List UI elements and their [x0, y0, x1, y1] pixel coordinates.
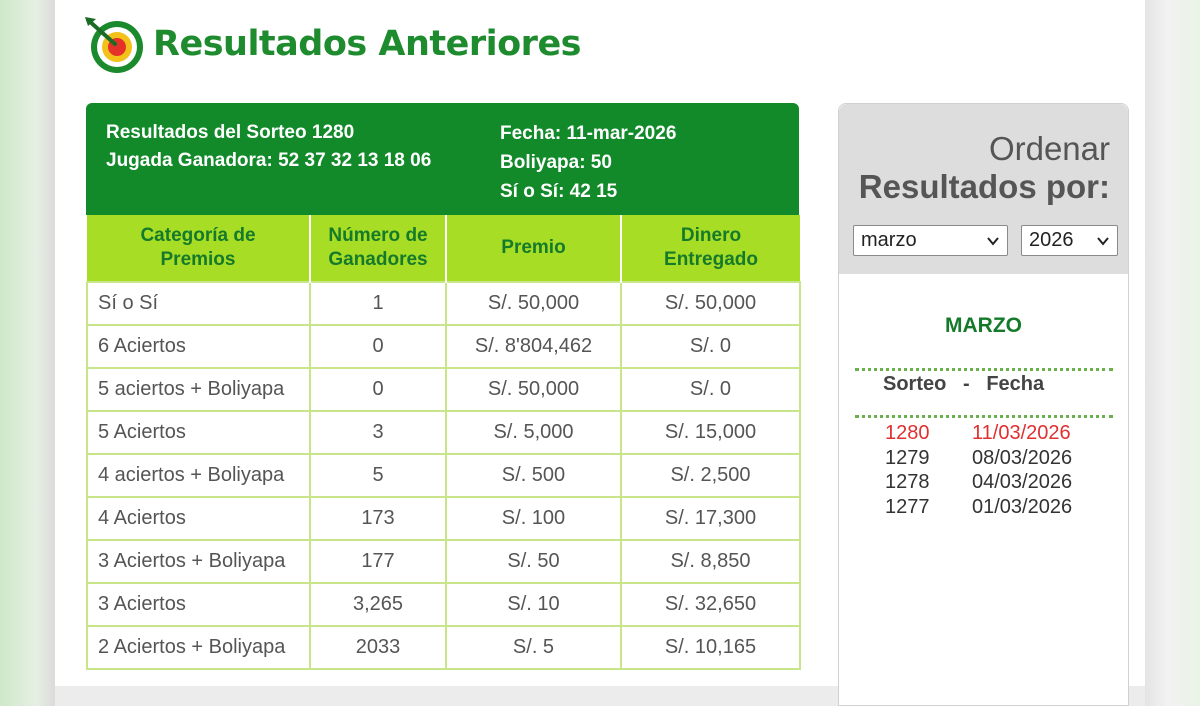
cell-paid: S/. 8,850 [621, 540, 800, 583]
chevron-down-icon [987, 235, 999, 247]
draw-date: 01/03/2026 [972, 495, 1073, 518]
cell-category: 5 Aciertos [87, 411, 310, 454]
draw-date: 11/03/2026 [972, 422, 1071, 444]
draw-number-label: Resultados del Sorteo 1280 [106, 122, 355, 143]
cell-prize: S/. 50 [446, 540, 621, 583]
draw-list-item[interactable] [885, 446, 1072, 471]
draw-number: 1280 [885, 422, 930, 444]
target-dart-icon [84, 16, 146, 74]
sort-controls [839, 104, 1128, 274]
cell-prize: S/. 50,000 [446, 368, 621, 411]
cell-winners: 1 [310, 282, 446, 325]
cell-paid: S/. 0 [621, 325, 800, 368]
prize-table-body [87, 282, 800, 669]
table-row [87, 583, 800, 626]
draw-list [885, 421, 1072, 519]
divider [855, 368, 1113, 371]
year-select-value: 2026 [1029, 229, 1074, 251]
column-header-winners: Número de Ganadores [310, 215, 446, 282]
cell-category: 4 Aciertos [87, 497, 310, 540]
cell-paid: S/. 17,300 [621, 497, 800, 540]
page-title: Resultados Anteriores [153, 24, 582, 64]
winning-numbers-label: Jugada Ganadora: 52 37 32 13 18 06 [106, 150, 432, 171]
table-row [87, 411, 800, 454]
cell-winners: 2033 [310, 626, 446, 669]
cell-prize: S/. 5,000 [446, 411, 621, 454]
cell-winners: 0 [310, 325, 446, 368]
cell-prize: S/. 500 [446, 454, 621, 497]
cell-winners: 3 [310, 411, 446, 454]
month-select-value: marzo [861, 229, 917, 251]
sort-heading-line1: Ordenar [988, 130, 1110, 167]
background-edge [1145, 0, 1200, 706]
cell-paid: S/. 0 [621, 368, 800, 411]
cell-winners: 177 [310, 540, 446, 583]
cell-paid: S/. 15,000 [621, 411, 800, 454]
column-header-prize: Premio [446, 215, 621, 282]
cell-category: 3 Aciertos + Boliyapa [87, 540, 310, 583]
cell-winners: 0 [310, 368, 446, 411]
draw-date: 04/03/2026 [972, 471, 1073, 493]
draw-number: 1279 [885, 446, 930, 469]
cell-category: 2 Aciertos + Boliyapa [87, 626, 310, 669]
cell-paid: S/. 32,650 [621, 583, 800, 626]
table-row [87, 282, 800, 325]
table-row [87, 626, 800, 669]
table-row [87, 368, 800, 411]
cell-category: 3 Aciertos [87, 583, 310, 626]
year-select[interactable] [1021, 225, 1118, 256]
table-row [87, 497, 800, 540]
cell-paid: S/. 10,165 [621, 626, 800, 669]
cell-prize: S/. 5 [446, 626, 621, 669]
cell-winners: 173 [310, 497, 446, 540]
column-header-paid: Dinero Entregado [621, 215, 800, 282]
boliyapa-label: Boliyapa: 50 [500, 152, 612, 173]
cell-category: 5 aciertos + Boliyapa [87, 368, 310, 411]
draw-date: 08/03/2026 [972, 446, 1073, 469]
cell-prize: S/. 10 [446, 583, 621, 626]
prize-table [86, 215, 801, 670]
cell-prize: S/. 8'804,462 [446, 325, 621, 368]
draw-list-item[interactable] [885, 495, 1072, 520]
table-header-row [87, 215, 800, 282]
si-o-si-label: Sí o Sí: 42 15 [500, 181, 618, 202]
table-row [87, 540, 800, 583]
table-row [87, 325, 800, 368]
draw-list-header: Sorteo - Fecha [883, 373, 1045, 395]
chevron-down-icon [1097, 235, 1109, 247]
cell-category: 6 Aciertos [87, 325, 310, 368]
divider [855, 415, 1113, 418]
results-panel [86, 103, 799, 672]
cell-paid: S/. 50,000 [621, 282, 800, 325]
cell-winners: 5 [310, 454, 446, 497]
draw-list-item[interactable] [885, 421, 1072, 446]
sort-heading-line2: Resultados por: [858, 168, 1110, 205]
cell-prize: S/. 50,000 [446, 282, 621, 325]
cell-category: Sí o Sí [87, 282, 310, 325]
month-select[interactable] [853, 225, 1008, 256]
column-header-category: Categoría de Premios [87, 215, 310, 282]
draw-date-label: Fecha: 11-mar-2026 [500, 123, 677, 144]
cell-prize: S/. 100 [446, 497, 621, 540]
draw-number: 1277 [885, 495, 930, 518]
sort-panel [838, 103, 1129, 706]
cell-paid: S/. 2,500 [621, 454, 800, 497]
month-heading: MARZO [945, 314, 1022, 337]
table-row [87, 454, 800, 497]
results-summary [86, 103, 799, 215]
cell-category: 4 aciertos + Boliyapa [87, 454, 310, 497]
cell-winners: 3,265 [310, 583, 446, 626]
draw-number: 1278 [885, 471, 930, 493]
draw-list-item[interactable] [885, 470, 1072, 495]
